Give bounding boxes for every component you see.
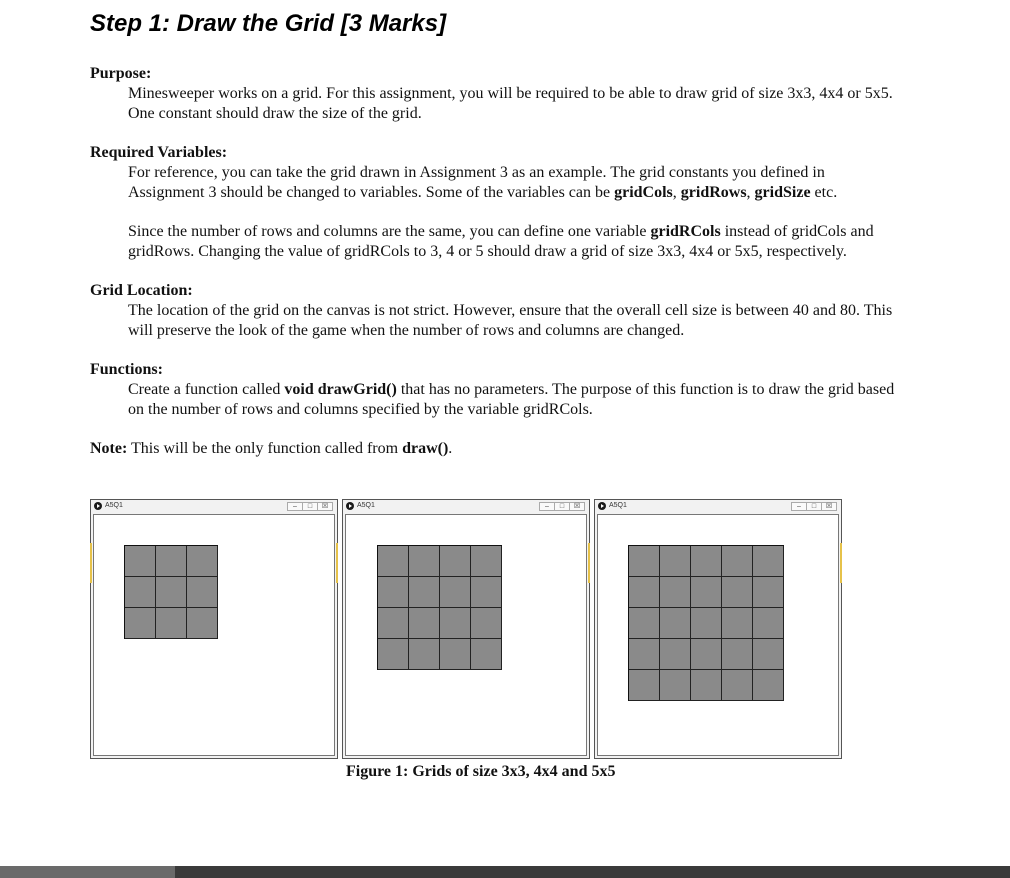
note-end: . (448, 440, 453, 457)
grid-cell (660, 577, 691, 608)
purpose-body: Minesweeper works on a grid. For this assignment, you will be required to be able to draw grid of size 3x3, 4x4 or 5x5. One constant should draw the size of the grid. (128, 85, 893, 122)
window-accent (840, 543, 842, 583)
sketch-window-3x3 (90, 499, 338, 759)
grid-cell (660, 546, 691, 577)
keyword-draw: draw() (402, 440, 449, 457)
grid-cell (471, 577, 502, 608)
maximize-icon[interactable]: □ (302, 502, 318, 511)
close-icon[interactable]: ☒ (821, 502, 837, 511)
grid-5x5 (628, 545, 784, 701)
grid-cell (409, 608, 440, 639)
close-icon[interactable]: ☒ (569, 502, 585, 511)
grid-cell (440, 608, 471, 639)
section-required-variables (90, 143, 900, 262)
grid-cell (187, 608, 218, 639)
grid-cell (156, 577, 187, 608)
grid-cell (471, 546, 502, 577)
rv-p1-end: etc. (810, 184, 838, 201)
note-label: Note: (90, 440, 128, 457)
sketch-canvas (345, 514, 587, 756)
grid-cell (156, 608, 187, 639)
section-functions (90, 360, 900, 420)
grid-cell (629, 608, 660, 639)
section-purpose (90, 64, 900, 124)
grid-cell (440, 639, 471, 670)
sketch-canvas (93, 514, 335, 756)
processing-logo-icon (598, 502, 606, 510)
rv-p2-text: Since the number of rows and columns are the same, you can define one variable (128, 223, 651, 240)
keyword-drawgrid: void drawGrid() (284, 381, 397, 398)
grid-cell (125, 577, 156, 608)
grid-3x3 (124, 545, 218, 639)
grid-cell (471, 639, 502, 670)
grid-cell (722, 639, 753, 670)
grid-cell (629, 670, 660, 701)
required-variables-title: Required Variables: (90, 144, 228, 161)
figure-caption: Figure 1: Grids of size 3x3, 4x4 and 5x5 (346, 763, 616, 780)
page-heading: Step 1: Draw the Grid [3 Marks] (90, 10, 447, 37)
sketch-window-5x5 (594, 499, 842, 759)
maximize-icon[interactable]: □ (554, 502, 570, 511)
grid-cell (753, 670, 784, 701)
keyword-gridrcols: gridRCols (650, 223, 721, 240)
grid-cell (629, 546, 660, 577)
functions-body (128, 380, 900, 420)
window-accent (336, 543, 338, 583)
required-variables-paragraph-2 (128, 222, 900, 262)
grid-cell (722, 577, 753, 608)
window-title: A5Q1 (357, 502, 375, 509)
close-icon[interactable]: ☒ (317, 502, 333, 511)
window-controls (288, 502, 333, 510)
note-text: This will be the only function called from (127, 440, 403, 457)
grid-cell (691, 639, 722, 670)
sketch-canvas (597, 514, 839, 756)
keyword-gridsize: gridSize (754, 184, 811, 201)
maximize-icon[interactable]: □ (806, 502, 822, 511)
functions-text-1: Create a function called (128, 381, 285, 398)
keyword-gridrows: gridRows (680, 184, 747, 201)
processing-logo-icon (346, 502, 354, 510)
processing-logo-icon (94, 502, 102, 510)
grid-cell (660, 639, 691, 670)
grid-cell (691, 577, 722, 608)
window-titlebar (343, 500, 589, 512)
grid-cell (753, 639, 784, 670)
grid-cell (753, 577, 784, 608)
window-titlebar (91, 500, 337, 512)
grid-4x4 (377, 545, 502, 670)
viewer-bottom-bar (0, 866, 1010, 878)
grid-cell (629, 577, 660, 608)
required-variables-paragraph-1 (128, 163, 900, 203)
grid-cell (409, 639, 440, 670)
grid-cell (156, 546, 187, 577)
minimize-icon[interactable]: – (791, 502, 807, 511)
grid-cell (691, 608, 722, 639)
grid-cell (753, 608, 784, 639)
grid-cell (471, 608, 502, 639)
grid-cell (440, 577, 471, 608)
section-grid-location (90, 281, 900, 341)
grid-cell (691, 546, 722, 577)
window-controls (540, 502, 585, 510)
functions-text-2: that has no parameters. The purpose of this function is to draw the grid based on the number of rows and columns specified by the variable gridRCols. (128, 381, 895, 418)
grid-cell (629, 639, 660, 670)
assignment-text (90, 64, 900, 459)
figure-grids (90, 499, 842, 761)
rv-p2-end: instead of gridCols and gridRows. Changing the value of gridRCols to 3, 4 or 5 should draw a grid of size 3x3, 4x4 or 5x5, respectively. (128, 223, 874, 260)
grid-cell (722, 608, 753, 639)
grid-cell (378, 639, 409, 670)
minimize-icon[interactable]: – (287, 502, 303, 511)
grid-cell (378, 608, 409, 639)
sketch-window-4x4 (342, 499, 590, 759)
rv-p1-text: For reference, you can take the grid drawn in Assignment 3 as an example. The grid constants you defined in Assignment 3 should be changed to variables. Some of the variables can be (128, 164, 825, 201)
window-accent (90, 543, 92, 583)
grid-cell (125, 608, 156, 639)
grid-cell (187, 546, 218, 577)
purpose-title: Purpose: (90, 65, 152, 82)
minimize-icon[interactable]: – (539, 502, 555, 511)
grid-cell (440, 546, 471, 577)
grid-location-body: The location of the grid on the canvas is not strict. However, ensure that the overall cell size is between 40 and 80. This will preserve the look of the game when the number of rows and columns are changed. (128, 302, 893, 339)
window-title: A5Q1 (105, 502, 123, 509)
window-controls (792, 502, 837, 510)
note (90, 439, 900, 459)
grid-cell (409, 546, 440, 577)
grid-cell (660, 670, 691, 701)
grid-cell (125, 546, 156, 577)
rv-p1-sep1: , (672, 184, 681, 201)
grid-cell (378, 577, 409, 608)
window-title: A5Q1 (609, 502, 627, 509)
window-titlebar (595, 500, 841, 512)
window-accent (588, 543, 590, 583)
grid-cell (753, 546, 784, 577)
viewer-bottom-bar-segment (0, 866, 175, 878)
grid-cell (660, 608, 691, 639)
grid-cell (187, 577, 218, 608)
grid-location-title: Grid Location: (90, 282, 193, 299)
keyword-gridcols: gridCols (614, 184, 673, 201)
grid-cell (378, 546, 409, 577)
grid-cell (691, 670, 722, 701)
functions-title: Functions: (90, 361, 163, 378)
rv-p1-sep2: , (746, 184, 755, 201)
grid-cell (409, 577, 440, 608)
grid-cell (722, 546, 753, 577)
grid-cell (722, 670, 753, 701)
